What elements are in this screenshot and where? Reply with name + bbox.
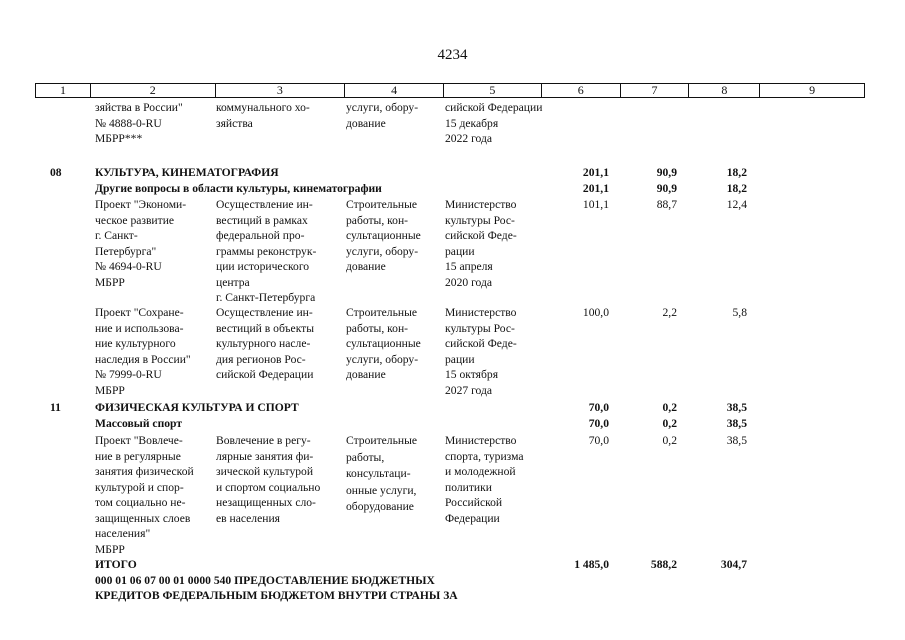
text-line: спорта, туризма (445, 449, 524, 463)
project-services (346, 305, 421, 383)
header-col-7: 7 (621, 84, 690, 97)
subsection-title: Массовый спорт (95, 417, 183, 430)
text-line: культуры Рос- (445, 321, 515, 335)
text-line: сийской Федерации (216, 368, 314, 381)
project-name (95, 433, 194, 557)
text-line: вестиций в рамках (216, 213, 308, 227)
project-value-col7: 88,7 (656, 198, 677, 211)
section-value-col6: 70,0 (588, 401, 609, 414)
text-line: лярные занятия фи- (216, 449, 314, 463)
text-line: ции исторического (216, 260, 310, 273)
project-value-col6: 100,0 (582, 306, 609, 319)
subsection-value-col7: 90,9 (656, 182, 677, 195)
text-line: 15 апреля (445, 260, 493, 273)
header-col-2: 2 (91, 84, 216, 97)
project-ministry (445, 433, 523, 526)
text-line: дование (346, 368, 386, 381)
text-line: № 7999-0-RU (95, 368, 162, 381)
text-line: сультационные (346, 337, 421, 350)
text-line: оборудование (346, 500, 414, 513)
text-line: 2027 года (445, 383, 493, 397)
project-value-col8: 12,4 (726, 198, 747, 211)
text-line: Осуществление ин- (216, 306, 313, 319)
project-value-col8: 5,8 (732, 306, 747, 319)
text-line: МБРР (95, 542, 125, 556)
section-code: 08 (50, 166, 62, 179)
section-code: 11 (50, 401, 61, 414)
header-col-1: 1 (36, 84, 91, 97)
project-value-col7: 2,2 (662, 306, 677, 319)
section-title: ФИЗИЧЕСКАЯ КУЛЬТУРА И СПОРТ (95, 401, 299, 414)
text-line: рации (445, 244, 475, 258)
project-ministry (445, 197, 517, 290)
text-line: сийской Федерации (445, 101, 543, 114)
text-line: сийской Феде- (445, 229, 517, 242)
header-col-8: 8 (689, 84, 760, 97)
text-line: культуры Рос- (445, 213, 515, 227)
continued-project-ministry (445, 100, 542, 147)
text-line: онные услуги, (346, 483, 417, 497)
text-line: 15 октября (445, 368, 499, 381)
section-value-col7: 90,9 (656, 166, 677, 179)
total-label: ИТОГО (95, 558, 137, 571)
text-line: г. Санкт-Петербурга (216, 291, 316, 304)
text-line: Строительные (346, 434, 418, 447)
text-line: Строительные (346, 198, 418, 211)
project-ministry (445, 305, 517, 398)
text-line: дия регионов Рос- (216, 352, 306, 366)
text-line: сийской Феде- (445, 337, 517, 350)
project-purpose (216, 305, 314, 383)
text-line: дование (346, 260, 386, 273)
text-line: зической культурой (216, 465, 314, 478)
text-line: г. Санкт- (95, 229, 138, 242)
text-line: работы, (346, 450, 385, 464)
text-line: Строительные (346, 306, 418, 319)
text-line: вестиций в объекты (216, 321, 315, 335)
text-line: Проект "Вовлече- (95, 434, 183, 447)
text-line: Министерство (445, 198, 517, 211)
section-value-col7: 0,2 (662, 401, 677, 414)
text-line: 2022 года (445, 132, 493, 145)
text-line: занятия физической (95, 465, 194, 478)
text-line: работы, кон- (346, 213, 409, 227)
text-line: центра (216, 275, 250, 289)
text-line: зяйства в России" (95, 101, 183, 114)
text-line: и спортом социально (216, 480, 321, 494)
text-line: 2020 года (445, 275, 493, 289)
subsection-value-col6: 70,0 (588, 417, 609, 430)
header-col-6: 6 (542, 84, 621, 97)
project-value-col7: 0,2 (662, 434, 677, 447)
project-services (346, 433, 417, 516)
text-line: МБРР (95, 383, 125, 397)
project-value-col6: 70,0 (588, 434, 609, 447)
section-title: КУЛЬТУРА, КИНЕМАТОГРАФИЯ (95, 166, 279, 179)
text-line: Российской (445, 496, 503, 509)
text-line: ние в регулярные (95, 449, 181, 463)
text-line: федеральной про- (216, 229, 305, 242)
text-line: и молодежной (445, 465, 516, 478)
text-line: культурного насле- (216, 337, 311, 350)
text-line: ческое развитие (95, 213, 175, 227)
text-line: Проект "Сохране- (95, 306, 184, 319)
text-line: Федерации (445, 511, 500, 525)
project-purpose (216, 433, 320, 526)
header-col-9: 9 (809, 83, 816, 97)
page-number: 4234 (437, 47, 468, 63)
text-line: Петербурга" (95, 244, 157, 258)
text-line: ев населения (216, 511, 280, 525)
header-col-5: 5 (444, 84, 542, 97)
text-line: политики (445, 480, 492, 494)
text-line: работы, кон- (346, 321, 409, 335)
text-line: услуги, обору- (346, 352, 419, 366)
text-line: № 4694-0-RU (95, 260, 162, 273)
text-line: Министерство (445, 434, 517, 447)
project-purpose (216, 197, 316, 306)
text-line: наследия в России" (95, 352, 191, 366)
text-line: том социально не- (95, 496, 186, 509)
subsection-value-col8: 18,2 (726, 182, 747, 195)
subsection-value-col6: 201,1 (582, 182, 609, 195)
text-line: Проект "Экономи- (95, 198, 187, 211)
subsection-value-col7: 0,2 (662, 417, 677, 430)
text-line: коммунального хо- (216, 101, 310, 114)
total-value-col6: 1 485,0 (574, 558, 609, 571)
total-value-col8: 304,7 (720, 558, 747, 571)
section-value-col8: 38,5 (726, 401, 747, 414)
project-value-col8: 38,5 (726, 434, 747, 447)
text-line: незащищенных сло- (216, 496, 316, 509)
text-line: МБРР (95, 275, 125, 289)
total-value-col7: 588,2 (650, 558, 677, 571)
header-col-4: 4 (345, 84, 444, 97)
subsection-title: Другие вопросы в области культуры, кинематографии (95, 182, 382, 195)
continued-project-services (346, 100, 418, 131)
continued-project-purpose (216, 100, 310, 131)
text-line: консультаци- (346, 467, 411, 480)
section-value-col8: 18,2 (726, 166, 747, 179)
continued-project-name (95, 100, 183, 147)
text-line: Осуществление ин- (216, 198, 313, 211)
text-line: защищенных слоев (95, 511, 191, 525)
text-line: зяйства (216, 116, 253, 130)
text-line: рации (445, 352, 475, 366)
text-line: ние культурного (95, 337, 176, 350)
section-value-col6: 201,1 (582, 166, 609, 179)
text-line: дование (346, 116, 386, 130)
table-header-row (35, 83, 865, 98)
text-line: услуги, обору- (346, 101, 419, 114)
project-name (95, 197, 186, 290)
budget-code-heading-line1: 000 01 06 07 00 01 0000 540 ПРЕДОСТАВЛЕНИЕ БЮДЖЕТНЫХ (95, 574, 435, 587)
text-line: населения" (95, 527, 151, 540)
header-col-3: 3 (216, 84, 346, 97)
text-line: граммы реконструк- (216, 244, 317, 258)
text-line: № 4888-0-RU (95, 116, 162, 130)
text-line: Вовлечение в регу- (216, 434, 311, 447)
text-line: культурой и спор- (95, 480, 184, 494)
budget-code-heading-line2: КРЕДИТОВ ФЕДЕРАЛЬНЫМ БЮДЖЕТОМ ВНУТРИ СТРАНЫ ЗА (95, 589, 458, 602)
text-line: Министерство (445, 306, 517, 319)
project-services (346, 197, 421, 275)
project-value-col6: 101,1 (582, 198, 609, 211)
text-line: 15 декабря (445, 116, 499, 130)
text-line: ние и использова- (95, 321, 184, 335)
text-line: сультационные (346, 229, 421, 242)
text-line: МБРР*** (95, 132, 143, 145)
subsection-value-col8: 38,5 (726, 417, 747, 430)
text-line: услуги, обору- (346, 244, 419, 258)
project-name (95, 305, 191, 398)
